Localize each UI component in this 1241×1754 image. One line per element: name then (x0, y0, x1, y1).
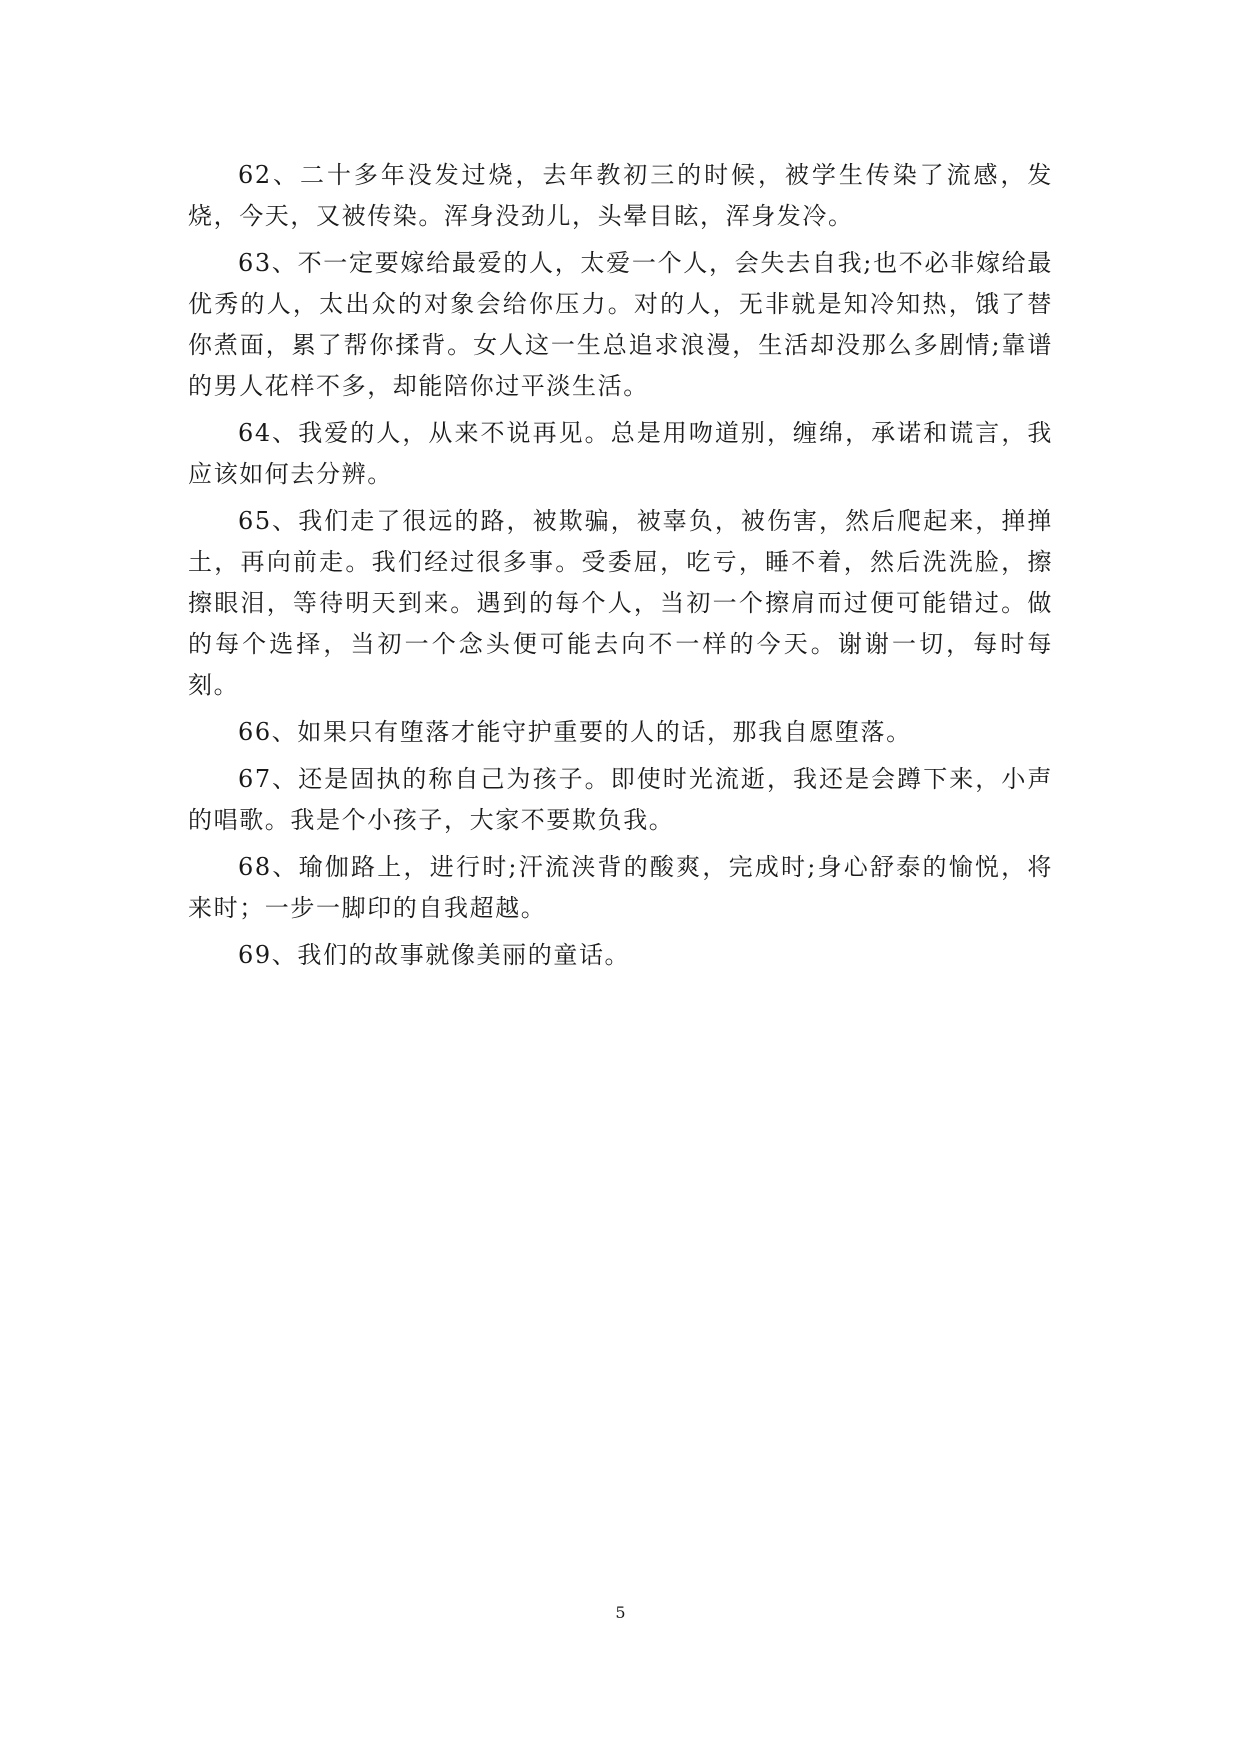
paragraph-68: 68、瑜伽路上，进行时;汗流浃背的酸爽，完成时;身心舒泰的愉悦，将来时；一步一脚印的自我超越。 (188, 853, 1053, 922)
paragraph-66: 66、如果只有堕落才能守护重要的人的话，那我自愿堕落。 (238, 718, 912, 746)
document-body (188, 155, 1053, 982)
paragraph-63: 63、不一定要嫁给最爱的人，太爱一个人，会失去自我;也不必非嫁给最优秀的人，太出众的对象会给你压力。对的人，无非就是知冷知热，饿了替你煮面，累了帮你揉背。女人这一生总追求浪漫，生活却没那么多剧情;靠谱的男人花样不多，却能陪你过平淡生活。 (188, 249, 1053, 400)
page-number: 5 (615, 1603, 626, 1622)
paragraph-69: 69、我们的故事就像美丽的童话。 (238, 941, 631, 969)
paragraph-64: 64、我爱的人，从来不说再见。总是用吻道别，缠绵，承诺和谎言，我应该如何去分辨。 (188, 419, 1053, 488)
paragraph-65: 65、我们走了很远的路，被欺骗，被辜负，被伤害，然后爬起来，掸掸土，再向前走。我们经过很多事。受委屈，吃亏，睡不着，然后洗洗脸，擦擦眼泪，等待明天到来。遇到的每个人，当初一个擦肩而过便可能错过。做的每个选择，当初一个念头便可能去向不一样的今天。谢谢一切，每时每刻。 (188, 507, 1053, 699)
paragraph-62: 62、二十多年没发过烧，去年教初三的时候，被学生传染了流感，发烧，今天，又被传染。浑身没劲儿，头晕目眩，浑身发冷。 (188, 161, 1053, 230)
paragraph-67: 67、还是固执的称自己为孩子。即使时光流逝，我还是会蹲下来，小声的唱歌。我是个小孩子，大家不要欺负我。 (188, 765, 1053, 834)
